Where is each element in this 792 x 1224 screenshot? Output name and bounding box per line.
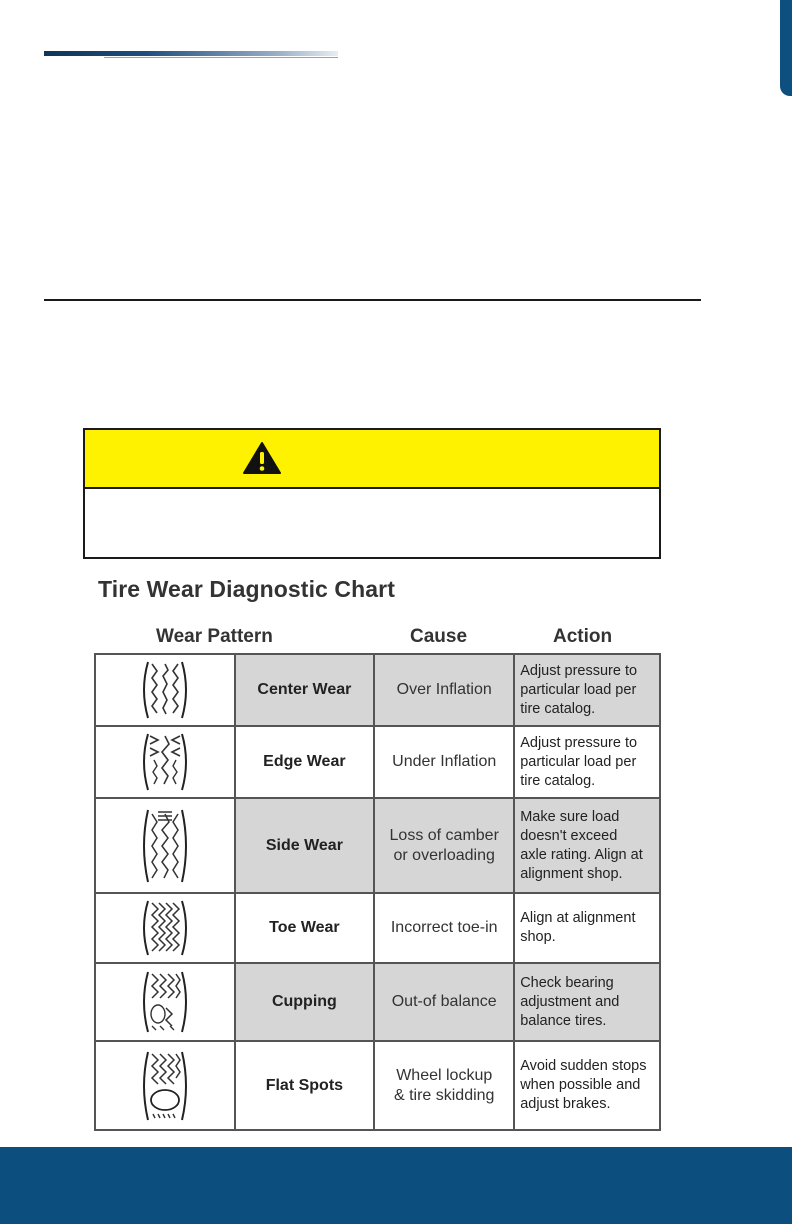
tire-pattern-cell (95, 726, 235, 798)
column-header-action: Action (553, 626, 613, 647)
warning-triangle-icon (242, 441, 282, 475)
footer-band (0, 1147, 792, 1224)
action-cell: Adjust pressure to particular load per tire catalog. (514, 654, 660, 726)
cause-cell: Loss of camber or overloading (374, 798, 514, 893)
caution-header (85, 430, 659, 489)
action-cell: Check bearing adjustment and balance tires. (514, 963, 660, 1041)
toe-wear-tire-icon (136, 897, 194, 959)
table-row (95, 798, 660, 893)
section-divider (44, 299, 701, 301)
flat-spots-tire-icon (136, 1048, 194, 1124)
action-cell: Align at alignment shop. (514, 893, 660, 963)
action-cell: Adjust pressure to particular load per tire catalog. (514, 726, 660, 798)
tire-pattern-cell (95, 654, 235, 726)
title-underline (44, 51, 338, 59)
cause-cell: Wheel lockup & tire skidding (374, 1041, 514, 1130)
column-header-wear-pattern: Wear Pattern (156, 626, 273, 647)
side-wear-tire-icon (136, 806, 194, 886)
table-row (95, 654, 660, 726)
cause-cell: Under Inflation (374, 726, 514, 798)
edge-wear-tire-icon (136, 730, 194, 794)
table-row (95, 893, 660, 963)
cause-cell: Incorrect toe-in (374, 893, 514, 963)
column-header-cause: Cause (410, 626, 468, 647)
wear-name-cell: Edge Wear (235, 726, 375, 798)
cause-cell: Over Inflation (374, 654, 514, 726)
action-cell: Avoid sudden stops when possible and adjust brakes. (514, 1041, 660, 1130)
tire-pattern-cell (95, 798, 235, 893)
caution-box (83, 428, 661, 559)
wear-name-cell: Center Wear (235, 654, 375, 726)
action-cell: Make sure load doesn't exceed axle rating. Align at alignment shop. (514, 798, 660, 893)
tire-pattern-cell (95, 963, 235, 1041)
table-row (95, 963, 660, 1041)
table-row (95, 1041, 660, 1130)
cupping-tire-icon (136, 968, 194, 1036)
tire-pattern-cell (95, 893, 235, 963)
wear-name-cell: Side Wear (235, 798, 375, 893)
cause-cell: Out-of balance (374, 963, 514, 1041)
tire-pattern-cell (95, 1041, 235, 1130)
page-edge-tab (780, 0, 792, 96)
tire-wear-table (94, 653, 661, 1131)
chart-title: Tire Wear Diagnostic Chart (98, 576, 395, 602)
center-wear-tire-icon (136, 658, 194, 722)
table-row (95, 726, 660, 798)
wear-name-cell: Flat Spots (235, 1041, 375, 1130)
wear-name-cell: Cupping (235, 963, 375, 1041)
wear-name-cell: Toe Wear (235, 893, 375, 963)
